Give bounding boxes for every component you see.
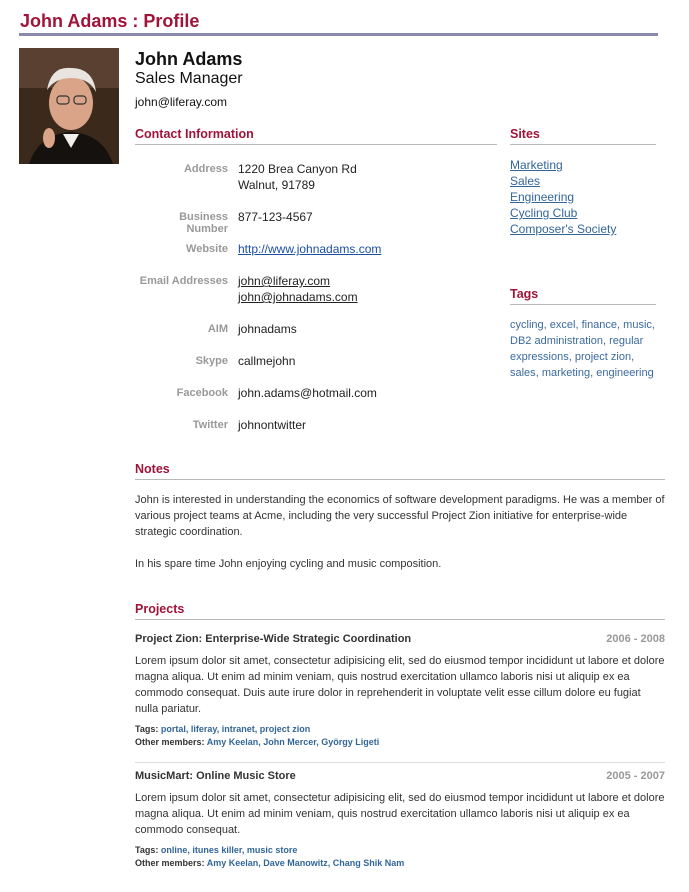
project-description: Lorem ipsum dolor sit amet, consectetur adipisicing elit, sed do eiusmod tempor incididunt ut labore et dolore magna aliqua. Ut enim ad minim veniam, quis nostrud exercitation ullamco laboris nisi ut aliquip ex ea commodo consequat. [135,792,665,836]
project-years: 2005 - 2007 [606,770,665,782]
contact-value [238,321,297,337]
project-description: Lorem ipsum dolor sit amet, consectetur adipisicing elit, sed do eiusmod tempor incididunt ut labore et dolore magna aliqua. Ut enim ad minim veniam, quis nostrud exercitation ullamco laboris nisi ut aliquip ex ea commodo consequat. Duis aute irure dolor in reprehenderit in voluptate velit esse cillum dolore eu fugiat nulla pariatur. [135,655,665,715]
contact-heading: Contact Information [135,127,254,141]
site-link-cycling-club[interactable]: Cycling Club [510,206,578,220]
aim-handle: johnadams [238,322,297,336]
project-divider [135,762,665,763]
sites-heading: Sites [510,127,540,141]
project-tags-label: Tags: [135,724,159,734]
address-line: Walnut, 91789 [238,178,315,192]
tags-rule [510,304,656,305]
project-members [135,737,379,747]
project-title: MusicMart: Online Music Store [135,770,296,782]
profile-photo [19,48,119,164]
project-title: Project Zion: Enterprise-Wide Strategic Coordination [135,633,412,645]
project-members-value[interactable]: Amy Keelan, Dave Manowitz, Chang Shik Nam [206,858,405,868]
site-link-engineering[interactable]: Engineering [510,190,575,204]
project-tags-label: Tags: [135,845,159,855]
email-link[interactable]: john@liferay.com [238,274,330,288]
tag-link[interactable]: DB2 administration [510,335,603,347]
site-link-sales[interactable]: Sales [510,174,541,188]
facebook-handle: john.adams@hotmail.com [238,386,377,400]
tag-link[interactable]: music [623,319,652,331]
project-members-label: Other members: [135,737,205,747]
contact-value [238,385,377,401]
project-tags [135,845,297,855]
contact-label: Skype [195,355,228,367]
project-tags-value[interactable]: portal, liferay, intranet, project zion [160,724,311,734]
phone-number: 877-123-4567 [238,210,313,224]
contact-label: Twitter [192,419,228,431]
contact-label: Facebook [176,387,228,399]
notes-paragraph: In his spare time John enjoying cycling and music composition. [135,558,442,570]
tag-link[interactable]: finance [581,319,618,331]
profile-email: john@liferay.com [135,95,227,109]
notes-rule [135,479,665,480]
contact-label: Email Addresses [139,275,228,287]
project-tags-value[interactable]: online, itunes killer, music store [160,845,298,855]
notes-heading: Notes [135,462,170,476]
contact-label: AIM [207,323,228,335]
contact-value [238,161,357,193]
contact-label: Address [183,163,228,175]
profile-name: John Adams [135,49,243,69]
twitter-handle: johnontwitter [238,418,307,432]
title-rule [19,33,658,36]
contact-label: Website [186,243,228,255]
contact-label: Business Number [179,211,228,235]
tag-link[interactable]: excel [549,319,576,331]
skype-handle: callmejohn [238,354,296,368]
tag-link[interactable]: sales [510,367,536,379]
site-link-composers-society[interactable]: Composer's Society [510,222,617,236]
tag-link[interactable]: engineering [596,367,654,379]
contact-value [238,209,313,225]
tag-link[interactable]: cycling [510,319,544,331]
project-tags [135,724,310,734]
contact-value [238,353,295,369]
email-link[interactable]: john@johnadams.com [238,290,358,304]
tags-list: cycling, excel, finance, music, DB2 administration, regular expressions, project zion, sales, marketing, engineering [510,319,655,379]
projects-rule [135,619,665,620]
contact-value [238,417,306,433]
notes-paragraph: John is interested in understanding the economics of software development paradigms. He was a member of various project teams at Acme, including the very successful Project Zion initiative for enterprise-wide strategic coordination. [135,494,665,538]
projects-heading: Projects [135,602,185,616]
website-link[interactable]: http://www.johnadams.com [238,242,382,256]
project-members [135,858,404,868]
contact-value [238,241,381,257]
tag-link[interactable]: marketing [541,367,591,379]
contact-value [238,273,358,305]
project-years: 2006 - 2008 [606,633,665,645]
contact-rule [135,144,497,145]
tag-link[interactable]: regular expressions [510,335,644,363]
tags-heading: Tags [510,287,539,301]
project-members-label: Other members: [135,858,205,868]
address-line: 1220 Brea Canyon Rd [238,162,357,176]
project-members-value[interactable]: Amy Keelan, John Mercer, György Ligeti [206,737,380,747]
profile-job-title: Sales Manager [135,70,243,87]
tag-link[interactable]: project zion [574,351,632,363]
page-title: John Adams : Profile [20,11,200,31]
site-link-marketing[interactable]: Marketing [510,158,563,172]
sites-rule [510,144,656,145]
